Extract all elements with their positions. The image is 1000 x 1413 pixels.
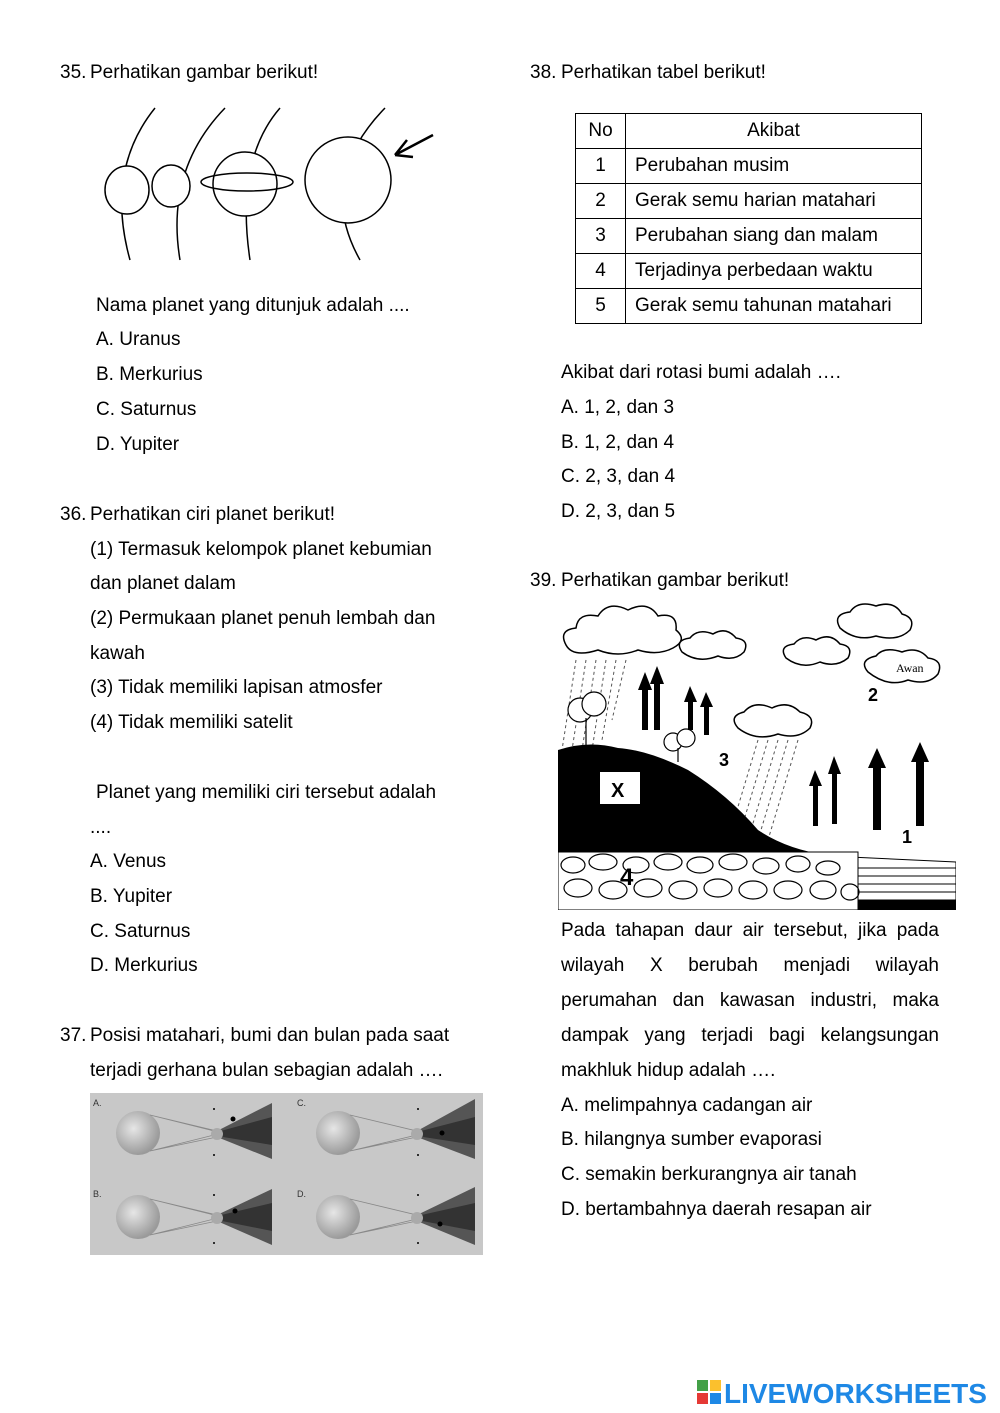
q35-question: Nama planet yang ditunjuk adalah ....	[96, 295, 410, 316]
eclipse-options-figure	[90, 1093, 483, 1255]
q37-number: 37.	[60, 1025, 87, 1046]
q35-number: 35.	[60, 62, 87, 83]
q36-question: Planet yang memiliki ciri tersebut adalah	[96, 782, 437, 803]
table-cell-akibat: Perubahan siang dan malam	[626, 219, 922, 254]
water-cycle-figure	[558, 600, 956, 910]
q38-number: 38.	[530, 62, 557, 83]
cloud-icon	[734, 705, 811, 737]
q38-option-d[interactable]: D. 2, 3, dan 5	[561, 501, 676, 522]
table-cell-akibat: Gerak semu harian matahari	[626, 184, 922, 219]
table-cell-no: 3	[576, 219, 626, 254]
stage-label-4: 4	[620, 864, 634, 891]
table-cell-akibat: Perubahan musim	[626, 149, 922, 184]
q35-prompt: Perhatikan gambar berikut!	[90, 62, 319, 83]
table-row	[576, 184, 922, 219]
planet-2	[152, 165, 190, 207]
eclipse-label-d: D.	[297, 1189, 306, 1199]
eclipse-label-c: C.	[297, 1098, 306, 1108]
q35-option-c[interactable]: C. Saturnus	[96, 399, 197, 420]
q36-option-c[interactable]: C. Saturnus	[90, 921, 191, 942]
q38-question: Akibat dari rotasi bumi adalah ….	[561, 362, 841, 383]
q36-trait-line: (2) Permukaan planet penuh lembah dan	[90, 608, 436, 629]
q39-paragraph-line: perumahan dan kawasan industri, maka	[561, 990, 939, 1011]
q36-trait-line: dan planet dalam	[90, 573, 236, 594]
q36-trait-line: kawah	[90, 643, 145, 664]
cloud-icon	[679, 631, 745, 659]
q38-option-b[interactable]: B. 1, 2, dan 4	[561, 432, 675, 453]
q36-option-a[interactable]: A. Venus	[90, 851, 167, 872]
q38-prompt: Perhatikan tabel berikut!	[561, 62, 766, 83]
cloud-icon	[564, 606, 682, 654]
table-cell-no: 4	[576, 254, 626, 289]
q39-option-a[interactable]: A. melimpahnya cadangan air	[561, 1095, 813, 1116]
q39-paragraph-line: wilayah X berubah menjadi wilayah	[561, 955, 939, 976]
q36-question-dots: ....	[90, 817, 112, 838]
q39-paragraph-line: Pada tahapan daur air tersebut, jika pada	[561, 920, 939, 941]
table-header-no: No	[576, 114, 626, 149]
q38-option-c[interactable]: C. 2, 3, dan 4	[561, 466, 676, 487]
liveworksheets-logo-text: LIVEWORKSHEETS	[724, 1378, 987, 1409]
q39-option-b[interactable]: B. hilangnya sumber evaporasi	[561, 1129, 822, 1150]
table-cell-no: 1	[576, 149, 626, 184]
q36-prompt: Perhatikan ciri planet berikut!	[90, 504, 336, 525]
stage-label-2: 2	[868, 685, 879, 705]
planets-figure	[95, 100, 445, 265]
table-header-row	[576, 114, 922, 149]
q39-prompt: Perhatikan gambar berikut!	[561, 570, 790, 591]
eclipse-label-b: B.	[93, 1189, 102, 1199]
q36-trait-line: (3) Tidak memiliki lapisan atmosfer	[90, 677, 383, 698]
stage-label-1: 1	[902, 827, 913, 847]
table-cell-no: 5	[576, 289, 626, 324]
akibat-table	[575, 113, 922, 324]
q36-number: 36.	[60, 504, 87, 525]
pointer-arrow	[395, 135, 433, 157]
planet-saturn	[213, 152, 277, 216]
cloud-icon	[838, 604, 912, 638]
region-x-label: X	[611, 780, 625, 802]
q35-option-d[interactable]: D. Yupiter	[96, 434, 180, 455]
q37-line1: Posisi matahari, bumi dan bulan pada saat	[90, 1025, 450, 1046]
table-cell-akibat: Gerak semu tahunan matahari	[626, 289, 922, 324]
eclipse-label-a: A.	[93, 1098, 102, 1108]
table-header-akibat: Akibat	[626, 114, 922, 149]
table-cell-akibat: Terjadinya perbedaan waktu	[626, 254, 922, 289]
q39-paragraph-line: makhluk hidup adalah ….	[561, 1060, 776, 1081]
q37-line2: terjadi gerhana bulan sebagian adalah ….	[90, 1060, 443, 1081]
table-row	[576, 289, 922, 324]
cloud-label: Awan	[896, 661, 924, 675]
planet-1	[105, 166, 149, 214]
liveworksheets-logo-icon	[697, 1380, 721, 1404]
table-row	[576, 254, 922, 289]
q35-option-b[interactable]: B. Merkurius	[96, 364, 203, 385]
q36-option-b[interactable]: B. Yupiter	[90, 886, 173, 907]
q36-option-d[interactable]: D. Merkurius	[90, 955, 198, 976]
table-cell-no: 2	[576, 184, 626, 219]
q39-option-c[interactable]: C. semakin berkurangnya air tanah	[561, 1164, 857, 1185]
q36-trait-line: (1) Termasuk kelompok planet kebumian	[90, 539, 432, 560]
q39-option-d[interactable]: D. bertambahnya daerah resapan air	[561, 1199, 872, 1220]
cloud-icon	[783, 637, 849, 665]
table-row	[576, 219, 922, 254]
q38-option-a[interactable]: A. 1, 2, dan 3	[561, 397, 675, 418]
q39-paragraph-line: dampak yang terjadi bagi kelangsungan	[561, 1025, 939, 1046]
stage-label-3: 3	[719, 750, 730, 770]
q36-trait-line: (4) Tidak memiliki satelit	[90, 712, 293, 733]
q39-number: 39.	[530, 570, 557, 591]
planet-pointed	[305, 137, 391, 223]
q35-option-a[interactable]: A. Uranus	[96, 329, 181, 350]
table-row	[576, 149, 922, 184]
